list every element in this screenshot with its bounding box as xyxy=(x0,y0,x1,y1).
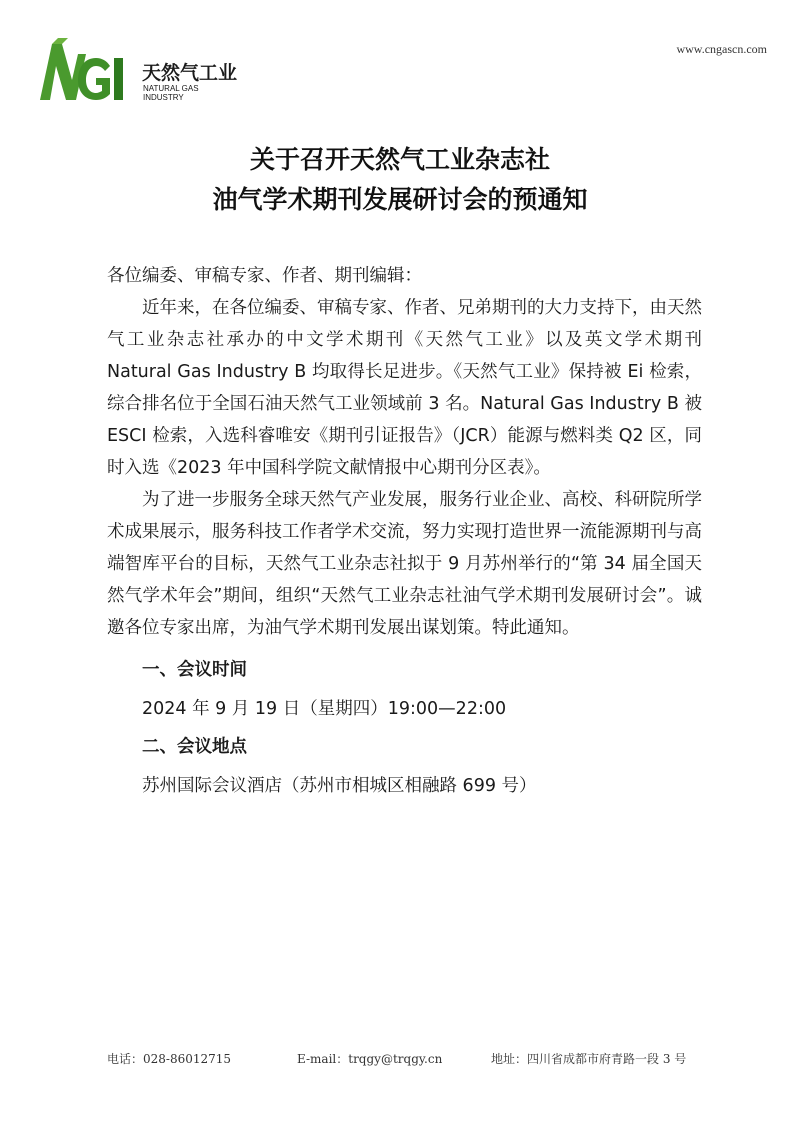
website-url[interactable]: www.cngascn.com xyxy=(676,42,767,56)
meeting-location: 苏州国际会议酒店（苏州市相城区相融路 699 号） xyxy=(142,776,537,796)
ngi-logo-icon xyxy=(38,36,134,104)
footer-address: 地址：四川省成都市府青路一段 3 号 xyxy=(491,1052,687,1066)
title-line-2: 油气学术期刊发展研讨会的预通知 xyxy=(212,185,588,214)
publisher-logo xyxy=(38,36,253,106)
paragraph-1: 近年来，在各位编委、审稿专家、作者、兄弟期刊的大力支持下，由天然气工业杂志社承办的中文学术期刊《天然气工业》以及英文学术期刊 Natural Gas Industry B 均取得长足进步。《天然气工业》保持被 Ei 检索，综合排名位于全国石油天然气工业领域前 3 名。Natural Gas Industry B 被 ESCI 检索，入选科睿唯安《期刊引证报告》（JCR）能源与燃料类 Q2 区，同时入选《2023 年中国科学院文献情报中心期刊分区表》。 xyxy=(107,298,702,478)
logo-english-line-2: INDUSTRY xyxy=(143,93,184,102)
logo-english-name xyxy=(143,84,223,102)
footer-email[interactable]: E-mail：trqgy@trqgy.cn xyxy=(297,1052,443,1066)
footer-phone: 电话：028-86012715 xyxy=(107,1052,232,1066)
section-heading-time: 一、会议时间 xyxy=(142,660,247,680)
meeting-time: 2024 年 9 月 19 日（星期四）19:00—22:00 xyxy=(142,699,507,719)
paragraph-2: 为了进一步服务全球天然气产业发展，服务行业企业、高校、科研院所学术成果展示，服务科技工作者学术交流，努力实现打造世界一流能源期刊与高端智库平台的目标，天然气工业杂志社拟于 9 月苏州举行的“第 34 届全国天然气学术年会”期间，组织“天然气工业杂志社油气学术期刊发展研讨会”。诚邀各位专家出席，为油气学术期刊发展出谋划策。特此通知。 xyxy=(107,490,702,638)
section-heading-location: 二、会议地点 xyxy=(142,737,247,757)
title-line-1: 关于召开天然气工业杂志社 xyxy=(249,145,550,174)
logo-english-line-1: NATURAL GAS xyxy=(143,84,199,93)
document-body xyxy=(107,260,702,806)
logo-chinese-name: 天然气工业 xyxy=(142,62,238,84)
document-title xyxy=(0,140,800,220)
salutation: 各位编委、审稿专家、作者、期刊编辑： xyxy=(107,266,422,286)
